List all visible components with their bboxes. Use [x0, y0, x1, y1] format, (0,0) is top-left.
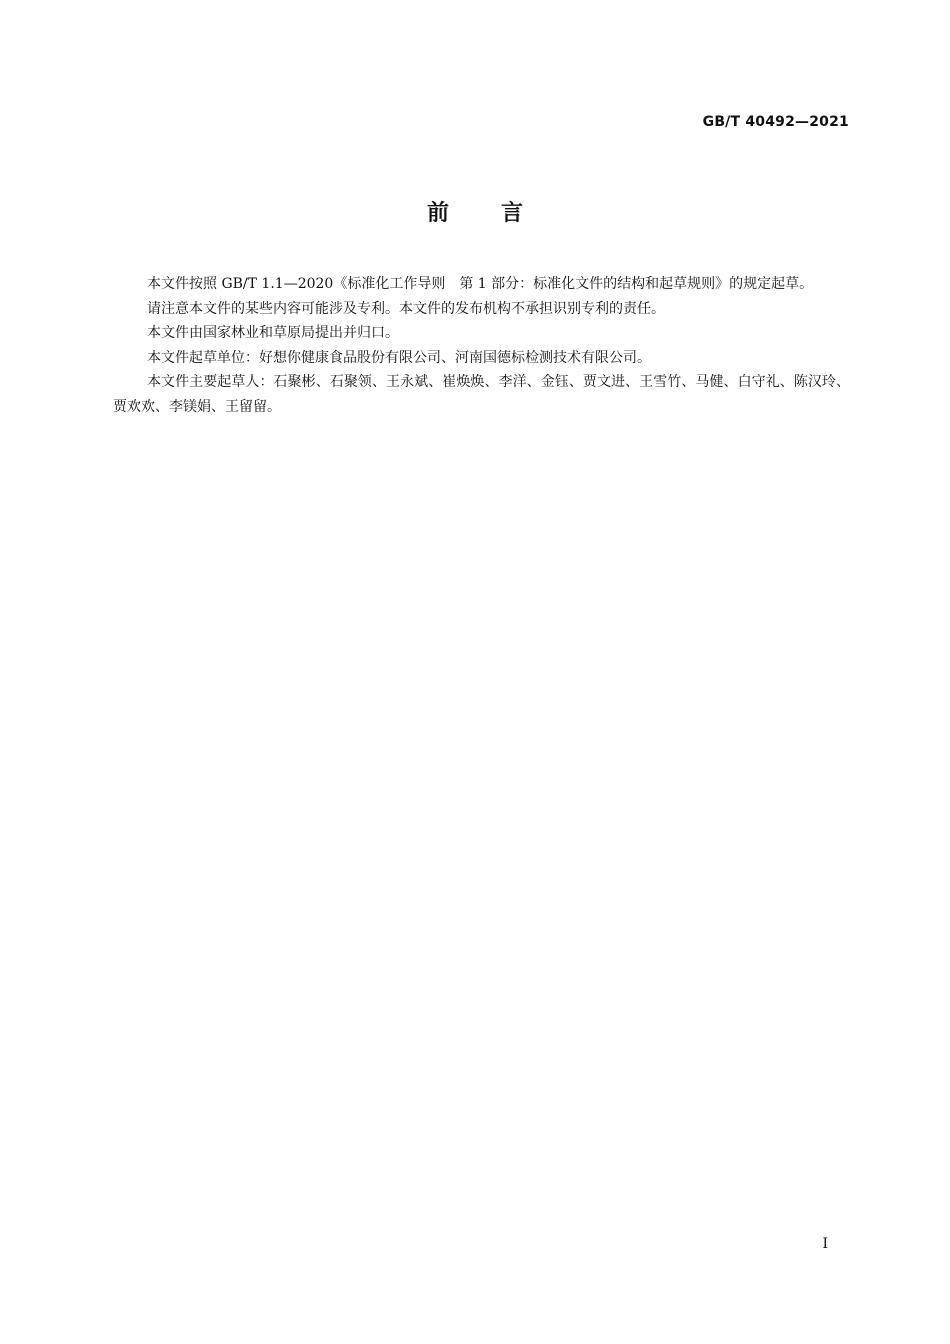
paragraph-drafters: 本文件主要起草人：石聚彬、石聚领、王永斌、崔焕焕、李洋、金钰、贾文进、王雪竹、马健、白守礼、陈汉玲、贾欢欢、李镁娟、王留留。	[113, 374, 850, 415]
preface-body	[113, 272, 850, 419]
paragraph-drafting-organizations: 本文件起草单位：好想你健康食品股份有限公司、河南国德标检测技术有限公司。	[147, 349, 651, 366]
paragraph-proposer: 本文件由国家林业和草原局提出并归口。	[147, 325, 399, 341]
paragraph-patent-notice: 请注意本文件的某些内容可能涉及专利。本文件的发布机构不承担识别专利的责任。	[147, 300, 665, 317]
standard-number: GB/T 40492—2021	[702, 114, 849, 130]
paragraph-drafting-rules: 本文件按照 GB/T 1.1—2020《标准化工作导则 第 1 部分：标准化文件的结构和起草规则》的规定起草。	[147, 276, 814, 292]
page-title: 前言	[426, 201, 575, 226]
page-number: I	[822, 1236, 828, 1252]
